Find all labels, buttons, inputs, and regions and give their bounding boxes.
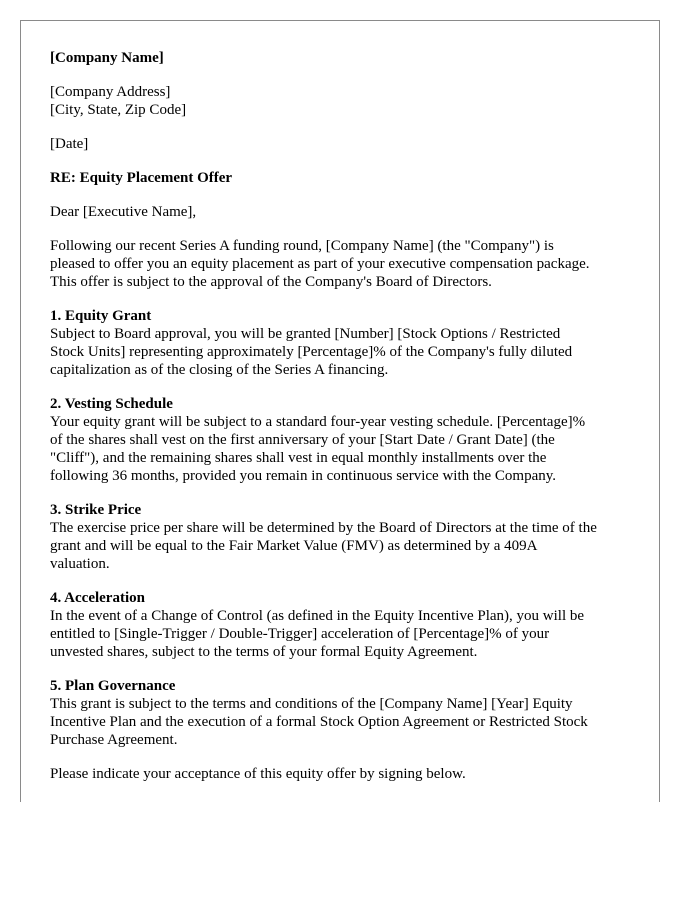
section-line: Your equity grant will be subject to a standard four-year vesting schedule. [Percentage]% — [50, 414, 586, 430]
section-heading: 3. Strike Price — [50, 502, 142, 518]
intro-line: Following our recent Series A funding round, [Company Name] (the "Company") is — [50, 238, 554, 254]
section-line: Purchase Agreement. — [50, 732, 178, 748]
company-address: [Company Address] — [50, 84, 171, 100]
section-line: Subject to Board approval, you will be granted [Number] [Stock Options / Restricted — [50, 326, 561, 342]
section-vesting-schedule — [50, 395, 640, 485]
section-heading: 4. Acceleration — [50, 590, 145, 606]
section-line: In the event of a Change of Control (as defined in the Equity Incentive Plan), you will be — [50, 608, 585, 624]
section-acceleration — [50, 589, 640, 661]
closing-paragraph: Please indicate your acceptance of this equity offer by signing below. — [50, 766, 466, 782]
section-strike-price — [50, 501, 640, 573]
section-line: "Cliff"), and the remaining shares shall vest in equal monthly installments over the — [50, 450, 547, 466]
letter-subject: RE: Equity Placement Offer — [50, 170, 233, 186]
section-heading: 1. Equity Grant — [50, 308, 152, 324]
section-line: capitalization as of the closing of the Series A financing. — [50, 362, 389, 378]
company-name: [Company Name] — [50, 50, 164, 66]
salutation: Dear [Executive Name], — [50, 204, 197, 220]
intro-line: This offer is subject to the approval of the Company's Board of Directors. — [50, 274, 492, 290]
section-heading: 2. Vesting Schedule — [50, 396, 173, 412]
letter-page — [20, 20, 660, 802]
section-line: following 36 months, provided you remain in continuous service with the Company. — [50, 468, 557, 484]
section-line: unvested shares, subject to the terms of your formal Equity Agreement. — [50, 644, 478, 660]
company-address-block — [50, 83, 640, 119]
intro-line: pleased to offer you an equity placement as part of your executive compensation package. — [50, 256, 590, 272]
city-state-zip: [City, State, Zip Code] — [50, 102, 187, 118]
section-plan-governance — [50, 677, 640, 749]
section-line: This grant is subject to the terms and conditions of the [Company Name] [Year] Equity — [50, 696, 573, 712]
section-line: of the shares shall vest on the first anniversary of your [Start Date / Grant Date] (the — [50, 432, 555, 448]
letter-content — [50, 49, 640, 783]
letter-date: [Date] — [50, 136, 89, 152]
section-heading: 5. Plan Governance — [50, 678, 176, 694]
section-line: The exercise price per share will be determined by the Board of Directors at the time of the — [50, 520, 597, 536]
section-equity-grant — [50, 307, 640, 379]
section-line: Stock Units] representing approximately [Percentage]% of the Company's fully diluted — [50, 344, 573, 360]
section-line: valuation. — [50, 556, 110, 572]
intro-paragraph — [50, 237, 640, 291]
section-line: grant and will be equal to the Fair Market Value (FMV) as determined by a 409A — [50, 538, 538, 554]
section-line: entitled to [Single-Trigger / Double-Trigger] acceleration of [Percentage]% of your — [50, 626, 550, 642]
section-line: Incentive Plan and the execution of a formal Stock Option Agreement or Restricted Stock — [50, 714, 588, 730]
